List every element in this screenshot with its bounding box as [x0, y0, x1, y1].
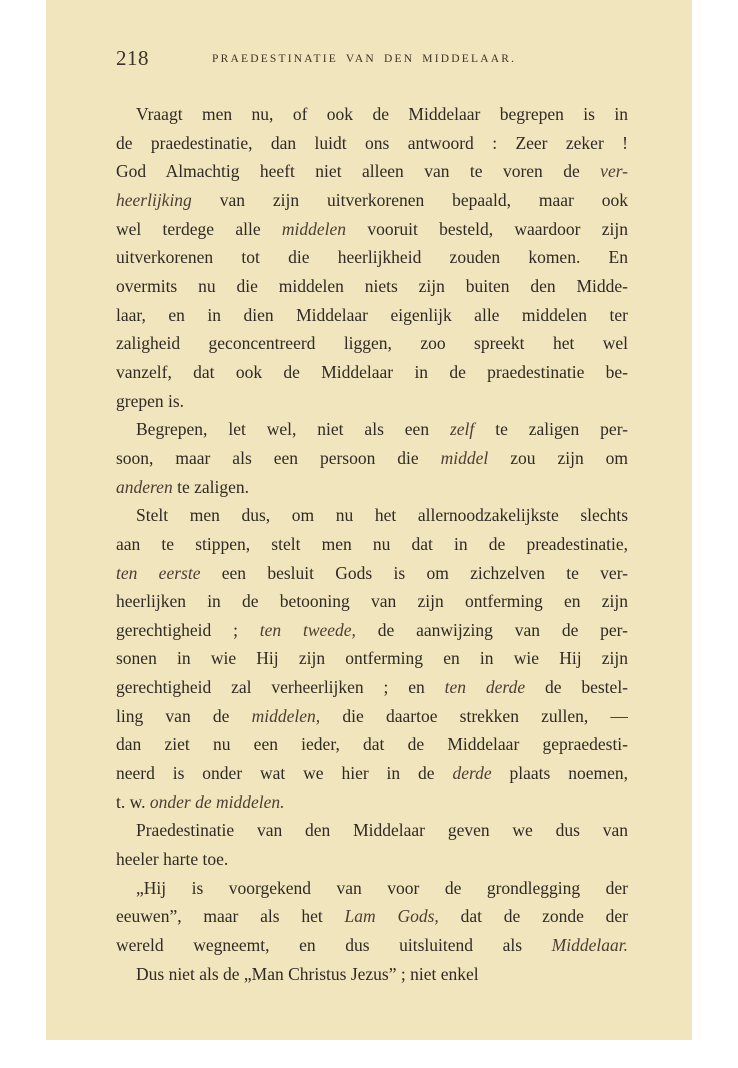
text-span: laar, en in dien Middelaar eigenlijk alle middelen ter	[116, 304, 628, 325]
text-line	[116, 215, 628, 244]
page-header	[116, 46, 636, 72]
text-line	[116, 530, 628, 559]
text-span: die daartoe strekken zullen, —	[320, 705, 628, 726]
text-line	[116, 759, 628, 788]
text-span: aan te stippen, stelt men nu dat in de preadestinatie,	[116, 533, 628, 554]
text-span: zaligheid geconcentreerd liggen, zoo spreekt het wel	[116, 333, 628, 354]
text-line	[116, 100, 628, 129]
text-line	[116, 243, 628, 272]
text-span: heeler harte toe.	[116, 849, 229, 870]
text-span: een besluit Gods is om zichzelven te ver-	[200, 562, 628, 583]
text-span: vooruit besteld, waardoor zijn	[346, 218, 628, 239]
text-span: Stelt men dus, om nu het allernoodzakelijkste slechts	[136, 505, 628, 526]
text-line	[116, 960, 628, 989]
text-line	[116, 358, 628, 387]
text-span: Vraagt men nu, of ook de Middelaar begrepen is in	[136, 104, 628, 124]
text-line	[116, 444, 628, 473]
text-line	[116, 387, 628, 416]
text-line	[116, 272, 628, 301]
text-span: t. w.	[116, 791, 150, 812]
text-line	[116, 587, 628, 616]
text-line	[116, 157, 628, 186]
text-span: heerlijken in de betooning van zijn ontferming en zijn	[116, 591, 628, 612]
text-line	[116, 874, 628, 903]
italic-text: ten eerste	[116, 562, 201, 583]
text-line	[116, 473, 628, 502]
text-span: de praedestinatie, dan luidt ons antwoord : Zeer zeker !	[116, 132, 628, 153]
italic-text: heerlijking	[116, 189, 192, 210]
text-line	[116, 730, 628, 759]
text-span: ling van de	[116, 705, 252, 726]
text-line	[116, 301, 628, 330]
text-span: plaats noemen,	[491, 763, 628, 784]
text-line	[116, 788, 628, 817]
text-span: te zaligen.	[172, 476, 249, 497]
text-span: sonen in wie Hij zijn ontferming en in wie Hij zijn	[116, 648, 628, 669]
text-span: de bestel-	[525, 677, 628, 698]
text-span: wel terdege alle	[116, 218, 282, 239]
text-line	[116, 329, 628, 358]
running-head: PRAEDESTINATIE VAN DEN MIDDELAAR.	[212, 53, 517, 65]
text-span: vanzelf, dat ook de Middelaar in de praedestinatie be-	[116, 361, 628, 382]
text-line	[116, 702, 628, 731]
text-span: wereld wegneemt, en dus uitsluitend als	[116, 935, 552, 956]
italic-text: ver-	[600, 161, 628, 182]
text-span: de aanwijzing van de per-	[355, 619, 628, 640]
text-span: gerechtigheid ;	[116, 619, 260, 640]
text-span: God Almachtig heeft niet alleen van te voren de	[116, 161, 601, 182]
text-line	[116, 616, 628, 645]
italic-text: middelen,	[251, 705, 321, 726]
text-line	[116, 816, 628, 845]
italic-text: ten derde	[444, 677, 526, 698]
text-line	[116, 902, 628, 931]
italic-text: middelen	[281, 218, 347, 239]
page-number: 218	[116, 46, 149, 70]
text-line	[116, 186, 628, 215]
text-line	[116, 845, 628, 874]
text-span: dat de zonde der	[438, 906, 628, 927]
italic-text: middel	[440, 447, 489, 468]
text-span: eeuwen”, maar als het	[116, 906, 345, 927]
text-line	[116, 559, 628, 588]
italic-text: Middelaar.	[551, 935, 628, 956]
italic-text: anderen	[116, 476, 173, 497]
italic-text: Lam Gods,	[344, 906, 439, 927]
text-span: van zijn uitverkorenen bepaald, maar ook	[191, 189, 628, 210]
text-span: gerechtigheid zal verheerlijken ; en	[116, 677, 445, 698]
text-span: neerd is onder wat we hier in de	[116, 763, 453, 784]
text-span: zou zijn om	[488, 447, 628, 468]
italic-text: ten tweede,	[259, 619, 356, 640]
text-line	[116, 129, 628, 158]
text-line	[116, 931, 628, 960]
text-span: grepen is.	[116, 390, 185, 411]
text-span: Begrepen, let wel, niet als een	[136, 419, 450, 440]
text-line	[116, 415, 628, 444]
body-text	[116, 100, 628, 988]
text-line	[116, 644, 628, 673]
text-line	[116, 501, 628, 530]
text-span: dan ziet nu een ieder, dat de Middelaar gepraedesti-	[116, 734, 628, 755]
text-span: Praedestinatie van den Middelaar geven we dus van	[136, 820, 628, 841]
text-span: overmits nu die middelen niets zijn buiten den Midde-	[116, 275, 628, 296]
text-span: Dus niet als de „Man Christus Jezus” ; niet enkel	[136, 963, 479, 984]
italic-text: derde	[452, 763, 492, 784]
text-span: te zaligen per-	[474, 419, 628, 440]
text-line	[116, 673, 628, 702]
italic-text: zelf	[449, 419, 475, 440]
text-span: „Hij is voorgekend van voor de grondlegging der	[136, 877, 628, 898]
text-span: uitverkorenen tot die heerlijkheid zouden komen. En	[116, 247, 628, 268]
italic-text: onder de middelen.	[149, 791, 285, 812]
text-span: soon, maar als een persoon die	[116, 447, 441, 468]
